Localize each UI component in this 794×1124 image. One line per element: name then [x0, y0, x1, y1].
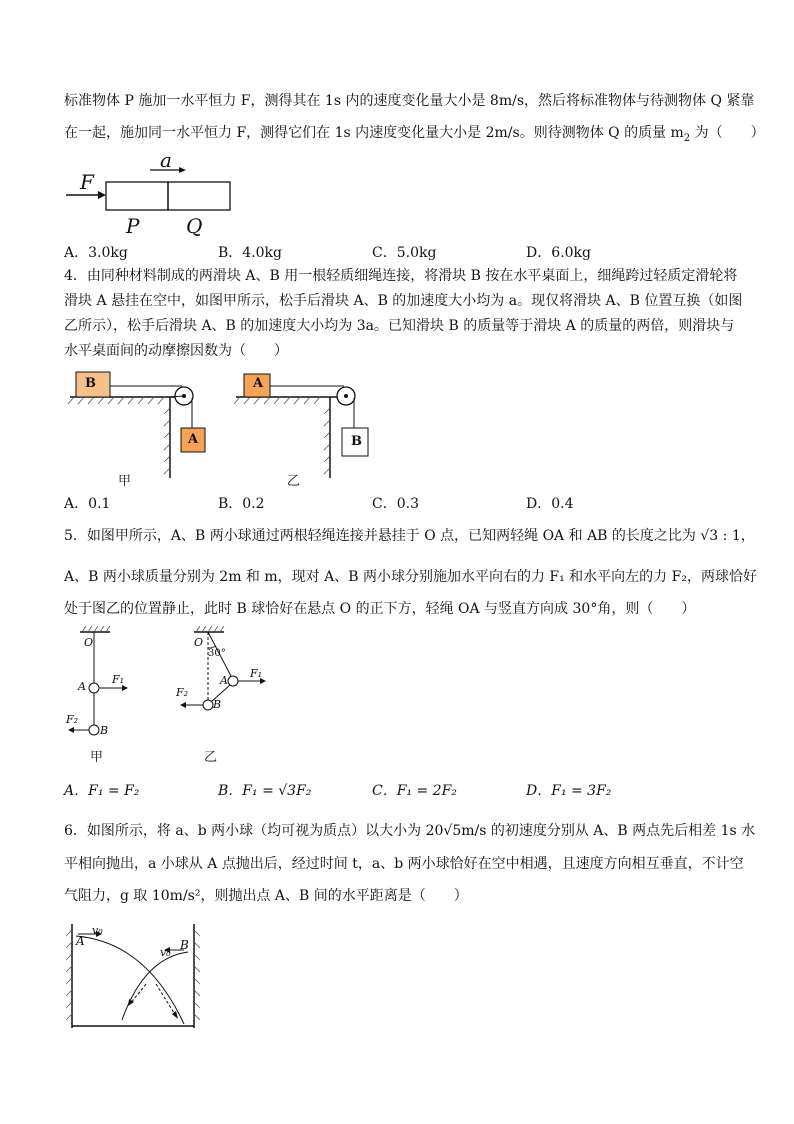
- q5-yi-F1: F₁: [250, 667, 263, 680]
- q4-line2: 滑块 A 悬挂在空中，如图甲所示，松手后滑块 A、B 的加速度大小均为 a。现仅将滑块 A、B 位置互换（如图: [64, 293, 743, 309]
- q3-sub: 2: [683, 132, 691, 144]
- q5-jia-ball-a: [89, 683, 99, 693]
- q6-line3: 气阻力，g 取 10m/s²，则抛出点 A、B 间的水平距离是（ ）: [64, 888, 468, 904]
- q3-line2-text: 在一起，施加同一水平恒力 F，测得它们在 1s 内速度变化量大小是 2m/s。则待测物体 Q 的质量 m: [64, 125, 684, 141]
- q4-option-d[interactable]: D．0.4: [526, 496, 574, 512]
- q5-line1: [64, 527, 755, 545]
- q3-label-P: P: [126, 214, 140, 238]
- q4-jia-hang-label: A: [188, 432, 199, 447]
- q4-jia-top-label: B: [85, 376, 96, 391]
- q4-line1: 4．由同种材料制成的两滑块 A、B 用一根轻质细绳连接，将滑块 B 按在水平桌面上，细绳跨过轻质定滑轮将: [64, 268, 738, 284]
- q6-speed: 20√5m/s: [425, 823, 487, 839]
- q5-yi-angle: 30°: [208, 648, 226, 659]
- q5-line3: 处于图乙的位置静止，此时 B 球恰好在悬点 O 的正下方，轻绳 OA 与竖直方向成 30°角，则（ ）: [64, 601, 696, 617]
- q3-option-a[interactable]: A．3.0kg: [64, 245, 128, 261]
- q4-option-c[interactable]: C．0.3: [372, 496, 419, 512]
- q4-caption-yi: 乙: [287, 474, 301, 489]
- block-p: [106, 182, 168, 210]
- q4-line4: 水平桌面间的动摩擦因数为（ ）: [64, 343, 288, 359]
- q5-ratio: √3 : 1，: [700, 528, 755, 544]
- q3-label-F: F: [80, 170, 94, 194]
- q5-yi-O: O: [194, 636, 204, 649]
- q5-yi-F2: F₂: [176, 686, 189, 699]
- q3-label-Q: Q: [186, 214, 203, 238]
- q5-jia-A: A: [78, 680, 86, 693]
- q5-option-d[interactable]: D．F₁ = 3F₂: [526, 783, 612, 799]
- q4-line3: 乙所示），松手后滑块 A、B 的加速度大小均为 3a。已知滑块 B 的质量等于滑块 A 的质量的两倍，则滑块与: [64, 318, 735, 334]
- q6-line1-c: 的初速度分别从 A、B 两点先后相差 1s 水: [486, 823, 756, 839]
- q6-label-v0a: v₀: [92, 924, 103, 937]
- q3-option-c[interactable]: C．5.0kg: [372, 245, 437, 261]
- q3-line2-tail: 为（ ）: [690, 125, 765, 141]
- q5-yi-ball-b: [203, 700, 213, 710]
- q5-line2: A、B 两小球质量分别为 2m 和 m，现对 A、B 两小球分别施加水平向右的力 F₁ 和水平向左的力 F₂，两球恰好: [64, 569, 757, 585]
- q5-jia-ball-b: [89, 725, 99, 735]
- q5-caption-jia: 甲: [90, 750, 104, 765]
- q5-yi-A: A: [220, 674, 228, 687]
- q3-line1: 标准物体 P 施加一水平恒力 F，测得其在 1s 内的速度变化量大小是 8m/s，然后将标准物体与待测物体 Q 紧靠: [64, 93, 755, 109]
- force-arrowhead: [98, 191, 106, 199]
- q3-line2: [64, 124, 765, 148]
- q5-yi-ball-a: [228, 676, 238, 686]
- q5-line1-text: 5．如图甲所示，A、B 两小球通过两根轻绳连接并悬挂于 O 点，已知两轻绳 OA 和 AB 的长度之比为: [64, 528, 701, 544]
- accel-arrowhead: [179, 167, 186, 173]
- q6-label-A: A: [76, 934, 85, 948]
- q3-label-a: a: [160, 148, 172, 172]
- q6-line2: 平相向抛出，a 小球从 A 点抛出后，经过时间 t，a、b 两小球恰好在空中相遇，且速度方向相互垂直，不计空: [64, 856, 744, 872]
- block-q: [168, 182, 230, 210]
- q6-figure: [66, 920, 206, 1032]
- q5-jia-F1: F₁: [112, 673, 125, 686]
- q5-caption-yi: 乙: [204, 750, 218, 765]
- q4-caption-jia: 甲: [118, 474, 132, 489]
- q5-yi-B: B: [213, 698, 222, 711]
- q6-label-v0b: v₀: [160, 946, 171, 959]
- q4-option-b[interactable]: B．0.2: [218, 496, 265, 512]
- trajectory-b: [122, 952, 188, 1020]
- q3-option-d[interactable]: D．6.0kg: [526, 245, 591, 261]
- q4-yi-hang-label: B: [351, 434, 362, 449]
- q5-option-c[interactable]: C．F₁ = 2F₂: [372, 783, 457, 799]
- q6-label-B: B: [180, 938, 189, 952]
- q4-option-a[interactable]: A．0.1: [64, 496, 111, 512]
- q3-figure: [62, 150, 242, 240]
- q5-option-a[interactable]: A．F₁ = F₂: [64, 783, 140, 799]
- q4-yi-top-label: A: [253, 376, 264, 391]
- q5-jia-F2: F₂: [66, 713, 79, 726]
- q5-jia-B: B: [100, 724, 109, 737]
- q5-jia-O: O: [84, 636, 94, 649]
- q6-line1: [64, 822, 755, 840]
- q5-option-b[interactable]: B．F₁ = √3F₂: [218, 783, 312, 799]
- q6-line1-a: 6．如图所示，将 a、b 两小球（均可视为质点）以大小为: [64, 823, 426, 839]
- q3-option-b[interactable]: B．4.0kg: [218, 245, 282, 261]
